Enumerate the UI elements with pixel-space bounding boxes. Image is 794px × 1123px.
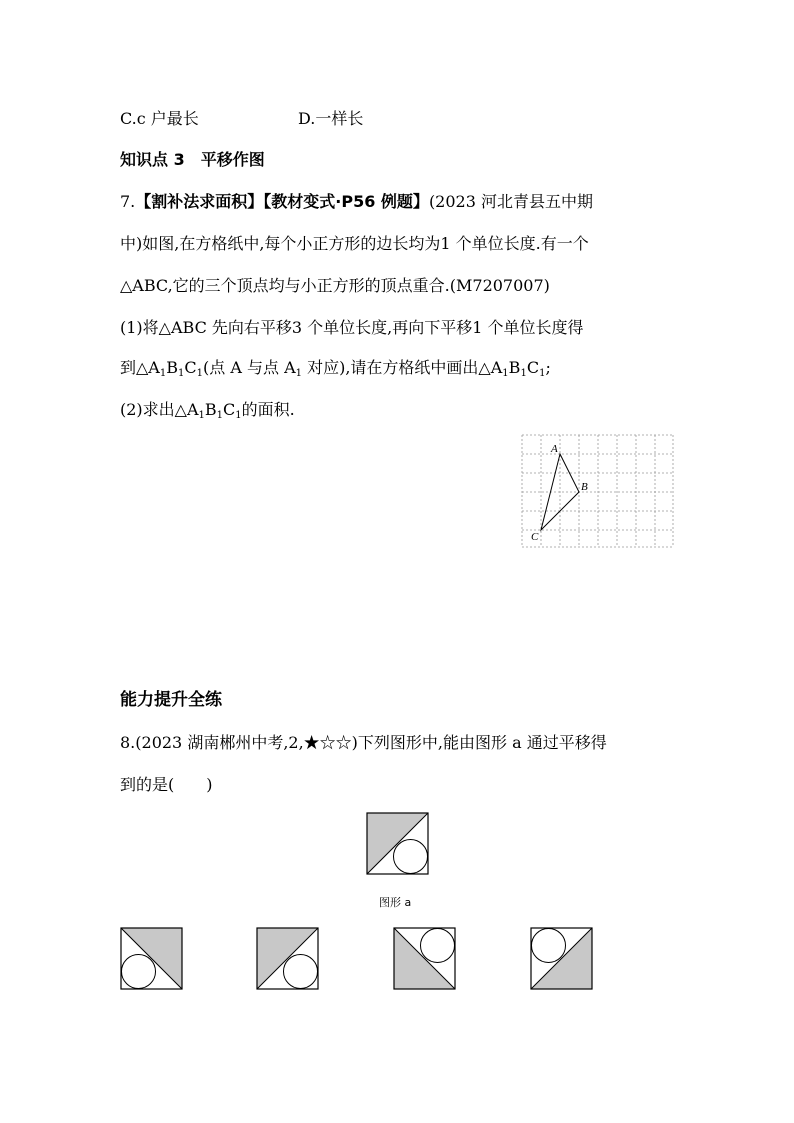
q7-tag-method: 【割补法求面积】 bbox=[135, 192, 264, 211]
figure-a bbox=[366, 812, 429, 875]
q7-line-3: △ABC,它的三个顶点均与小正方形的顶点重合.(M7207007) bbox=[120, 276, 550, 295]
q7-tag-textbook: 【教材变式·P56 例题】 bbox=[263, 192, 429, 211]
q7-part1-line-1: (1)将△ABC 先向右平移3 个单位长度,再向下平移1 个单位长度得 bbox=[120, 318, 584, 337]
q7-part1-line-2: 到$\triangle A_1B_1C_1$(点 A 与点 $A_1$ 对应),请在方格纸中画出$\triangle A_1B_1C_1$; bbox=[120, 358, 551, 379]
option-b-figure[interactable] bbox=[256, 927, 319, 990]
q6-option-d: D.一样长 bbox=[298, 109, 364, 128]
figure-a-caption: 图形 a bbox=[379, 896, 412, 909]
vertex-label-b: B bbox=[581, 481, 588, 493]
section-title-ability: 能力提升全练 bbox=[120, 690, 222, 710]
q7-part2: (2)求出$\triangle A_1B_1C_1$的面积. bbox=[120, 400, 295, 421]
option-a-figure[interactable] bbox=[120, 927, 183, 990]
option-d-figure[interactable] bbox=[530, 927, 593, 990]
q6-option-c: C.c 户最长 bbox=[120, 109, 199, 128]
q7-line-2: 中)如图,在方格纸中,每个小正方形的边长均为1 个单位长度.有一个 bbox=[120, 234, 589, 253]
q7-line-1: 7.【割补法求面积】【教材变式·P56 例题】(2023 河北青县五中期 bbox=[120, 192, 593, 211]
q8-line-2: 到的是( ) bbox=[120, 775, 213, 794]
triangle-grid-figure bbox=[515, 430, 680, 555]
q8-line-1: 8.(2023 湖南郴州中考,2,★☆☆)下列图形中,能由图形 a 通过平移得 bbox=[120, 733, 607, 752]
option-c-figure[interactable] bbox=[393, 927, 456, 990]
vertex-label-a: A bbox=[551, 443, 558, 455]
vertex-label-c: C bbox=[531, 531, 539, 543]
section-title-knowledge-3: 知识点 3 平移作图 bbox=[120, 150, 265, 169]
